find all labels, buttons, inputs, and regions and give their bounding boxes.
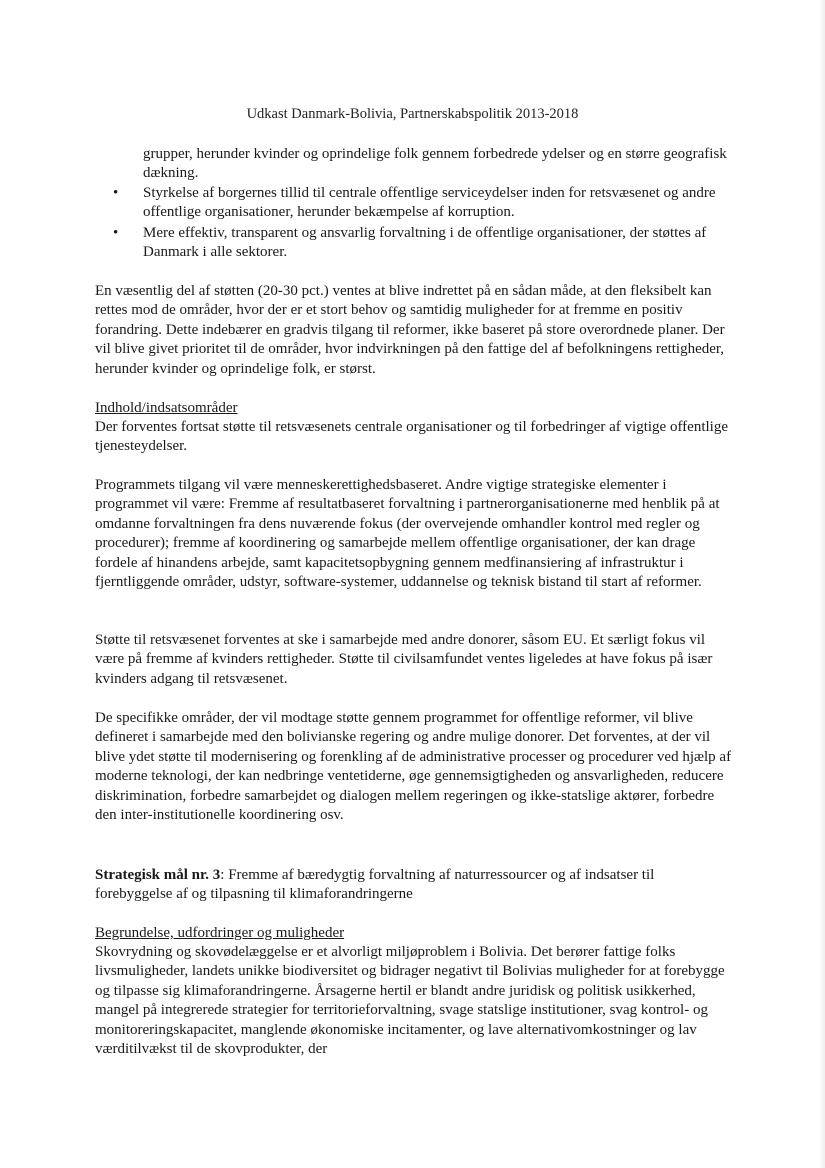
bullet-text: Mere effektiv, transparent og ansvarlig forvaltning i de offentlige organisationer, der støttes af Danmark i alle sektorer. [143, 225, 707, 261]
strategic-goal-3 [95, 866, 735, 905]
bullet-text: Styrkelse af borgernes tillid til centrale offentlige serviceydelser inden for retsvæsenet og andre offentlige organisationer, herunder bekæmpelse af korruption. [143, 185, 716, 221]
paragraph-continued-support: Der forventes fortsat støtte til retsvæsenets centrale organisationer og til forbedringer af vigtige offentlige tjenesteydelser. [95, 419, 728, 455]
section-heading-rationale: Begrundelse, udfordringer og muligheder [95, 925, 345, 941]
strategic-goal-text: : Fremme af bæredygtig forvaltning af naturressourcer og af indsatser til forebyggelse af og tilpasning til klimaforandringerne [95, 867, 655, 903]
paragraph-approach: Programmets tilgang vil være menneskerettighedsbaseret. Andre vigtige strategiske elementer i programmet vil være: Fremme af resultatbaseret forvaltning i partnerorganisationerne med henblik på at omdanne forvaltningen fra dens nuværende fokus (der overvejende omhandler kontrol med regler og procedurer); fremme af koordinering og samarbejde mellem offentlige organisationer, der kan drage fordele af hinandens arbejde, samt kapacitetsopbygning gennem medfinansiering af infrastruktur i fjerntliggende områder, udstyr, software-systemer, uddannelse og teknisk bistand til start af reformer. [95, 477, 720, 591]
bullet-icon: • [113, 225, 119, 241]
running-header: Udkast Danmark-Bolivia, Partnerskabspolitik 2013-2018 [246, 106, 579, 122]
bullet-icon: • [113, 185, 119, 201]
paragraph-flexible-support: En væsentlig del af støtten (20-30 pct.) ventes at blive indrettet på en sådan måde, at den fleksibelt kan rettes mod de områder, hvor der er et stort behov og samtidig muligheder for at fremme en positiv forandring. Dette indebærer en gradvis tilgang til reformer, ikke baseret på store overordnede planer. Der vil blive givet prioritet til de områder, hvor indvirkningen på den fattige del af befolkningens rettigheder, herunder kvinder og oprindelige folk, er størst. [95, 283, 725, 377]
paragraph-justice-support: Støtte til retsvæsenet forventes at ske i samarbejde med andre donorer, såsom EU. Et særligt fokus vil være på fremme af kvinders rettigheder. Støtte til civilsamfundet ventes ligeledes at have fokus på især kvinders adgang til retsvæsenet. [95, 632, 713, 687]
paragraph-specific-areas: De specifikke områder, der vil modtage støtte gennem programmet for offentlige reformer, vil blive defineret i samarbejde med den bolivianske regering og andre mulige donorer. Det forventes, at der vil blive ydet støtte til modernisering og forenkling af de administrative processer og procedurer ved hjælp af moderne teknologi, der kan nedbringe ventetiderne, øge gennemsigtigheden og ansvarligheden, reducere diskrimination, forbedre samarbejdet og dialogen mellem regeringen og ikke-statslige aktører, forbedre den inter-institutionelle koordinering osv. [95, 710, 732, 824]
continuation-text: grupper, herunder kvinder og oprindelige folk gennem forbedrede ydelser og en større geografisk dækning. [143, 146, 727, 182]
scan-edge [819, 0, 825, 1168]
section-heading-content: Indhold/indsatsområder [95, 400, 238, 416]
paragraph-deforestation: Skovrydning og skovødelæggelse er et alvorligt miljøproblem i Bolivia. Det berører fattige folks livsmuligheder, landets unikke biodiversitet og bidrager negativt til Bolivias muligheder for at forebygge og tilpasse sig klimaforandringerne. Årsagerne hertil er blandt andre juridisk og politisk usikkerhed, mangel på integrerede strategier for territorieforvaltning, svage statslige institutioner, svag kontrol- og monitoreringskapacitet, manglende økonomiske incitamenter, og lave alternativomkostninger og lav værditilvækst til de skovprodukter, der [95, 944, 725, 1058]
strategic-goal-label: Strategisk mål nr. 3 [95, 867, 221, 883]
